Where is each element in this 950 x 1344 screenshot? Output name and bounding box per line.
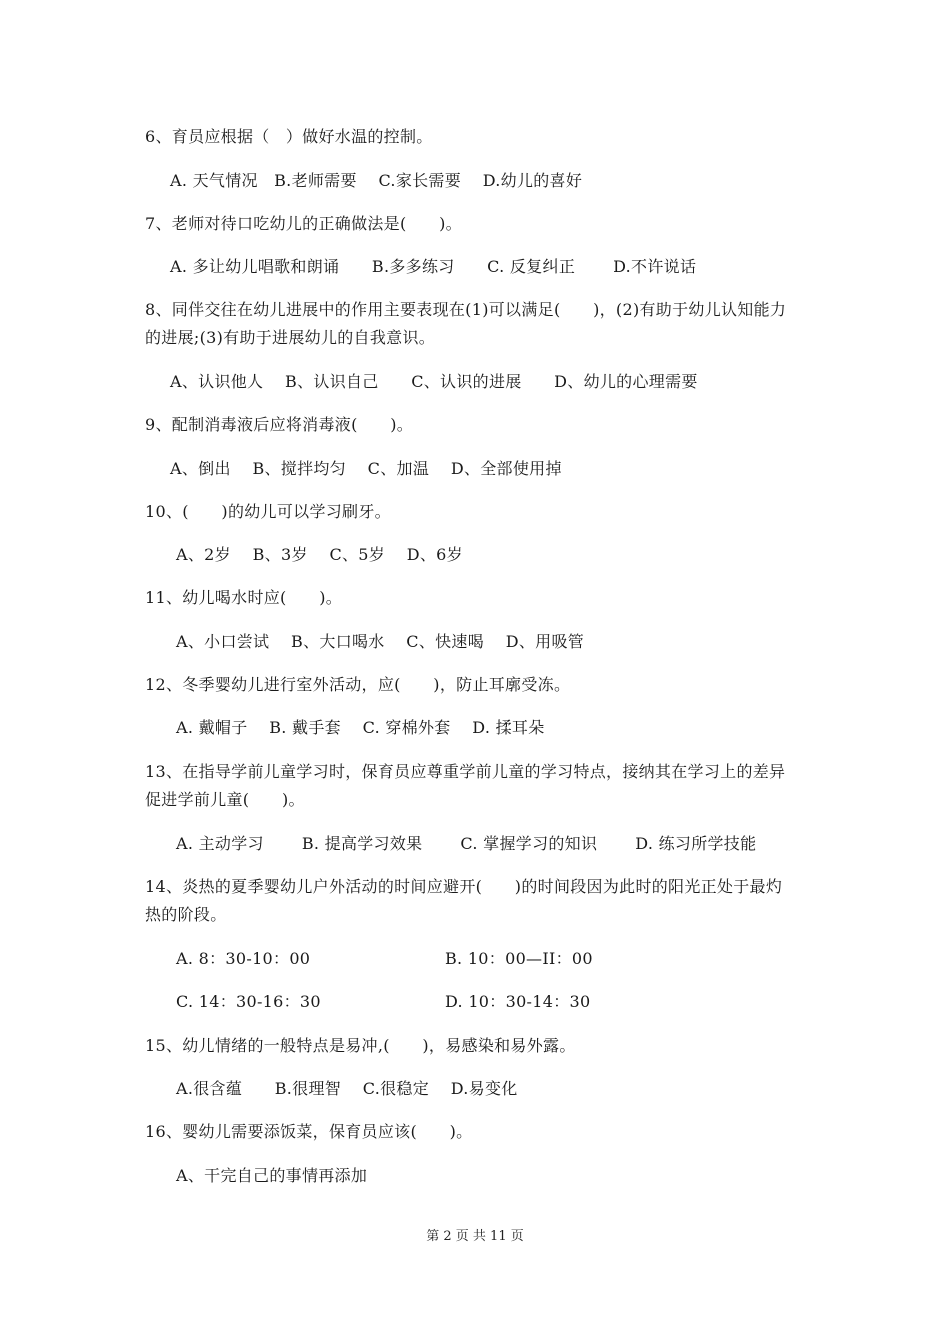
question-12-options: A. 戴帽子 B. 戴手套 C. 穿棉外套 D. 揉耳朵 [176,718,545,737]
question-8-stem-line-2: 的进展;(3)有助于进展幼儿的自我意识。 [145,328,436,347]
question-15-stem: 15、幼儿情绪的一般特点是易冲,( )，易感染和易外露。 [145,1036,576,1055]
question-14-stem-line-2: 热的阶段。 [145,905,227,924]
question-8-options: A、认识他人 B、认识自己 C、认识的进展 D、幼儿的心理需要 [170,372,698,391]
question-6-stem: 6、育员应根据（ ）做好水温的控制。 [145,127,433,146]
question-14-option-a: A. 8：30-10：00 [176,949,311,968]
question-9-stem: 9、配制消毒液后应将消毒液( )。 [145,415,414,434]
question-12-stem: 12、冬季婴幼儿进行室外活动，应( )，防止耳廓受冻。 [145,675,571,694]
question-6-options: A. 天气情况 B.老师需要 C.家长需要 D.幼儿的喜好 [170,171,583,190]
question-16-option-a: A、干完自己的事情再添加 [176,1166,368,1185]
question-16-stem: 16、婴幼儿需要添饭菜，保育员应该( )。 [145,1122,473,1141]
question-10-stem: 10、( )的幼儿可以学习刷牙。 [145,502,391,521]
question-15-options: A.很含蕴 B.很理智 C.很稳定 D.易变化 [176,1079,518,1098]
question-7-stem: 7、老师对待口吃幼儿的正确做法是( )。 [145,214,462,233]
question-9-options: A、倒出 B、搅拌均匀 C、加温 D、全部使用掉 [170,459,562,478]
question-13-stem-line-2: 促进学前儿童( )。 [145,790,305,809]
question-14-option-c: C. 14：30-16：30 [176,992,321,1011]
question-10-options: A、2岁 B、3岁 C、5岁 D、6岁 [176,545,463,564]
question-14-option-d: D. 10：30-14：30 [445,992,591,1011]
question-13-options: A. 主动学习 B. 提高学习效果 C. 掌握学习的知识 D. 练习所学技能 [176,834,757,853]
page-number-footer: 第 2 页 共 11 页 [426,1229,524,1244]
question-11-options: A、小口尝试 B、大口喝水 C、快速喝 D、用吸管 [176,632,585,651]
question-13-stem-line-1: 13、在指导学前儿童学习时，保育员应尊重学前儿童的学习特点，接纳其在学习上的差异 [145,762,786,781]
question-8-stem-line-1: 8、同伴交往在幼儿进展中的作用主要表现在(1)可以满足( )，(2)有助于幼儿认知能力 [145,300,787,319]
question-7-options: A. 多让幼儿唱歌和朗诵 B.多多练习 C. 反复纠正 D.不许说话 [170,257,697,276]
question-11-stem: 11、幼儿喝水时应( )。 [145,588,343,607]
question-14-option-b: B. 10：00—II：00 [445,949,593,968]
question-14-stem-line-1: 14、炎热的夏季婴幼儿户外活动的时间应避开( )的时间段因为此时的阳光正处于最灼 [145,877,783,896]
